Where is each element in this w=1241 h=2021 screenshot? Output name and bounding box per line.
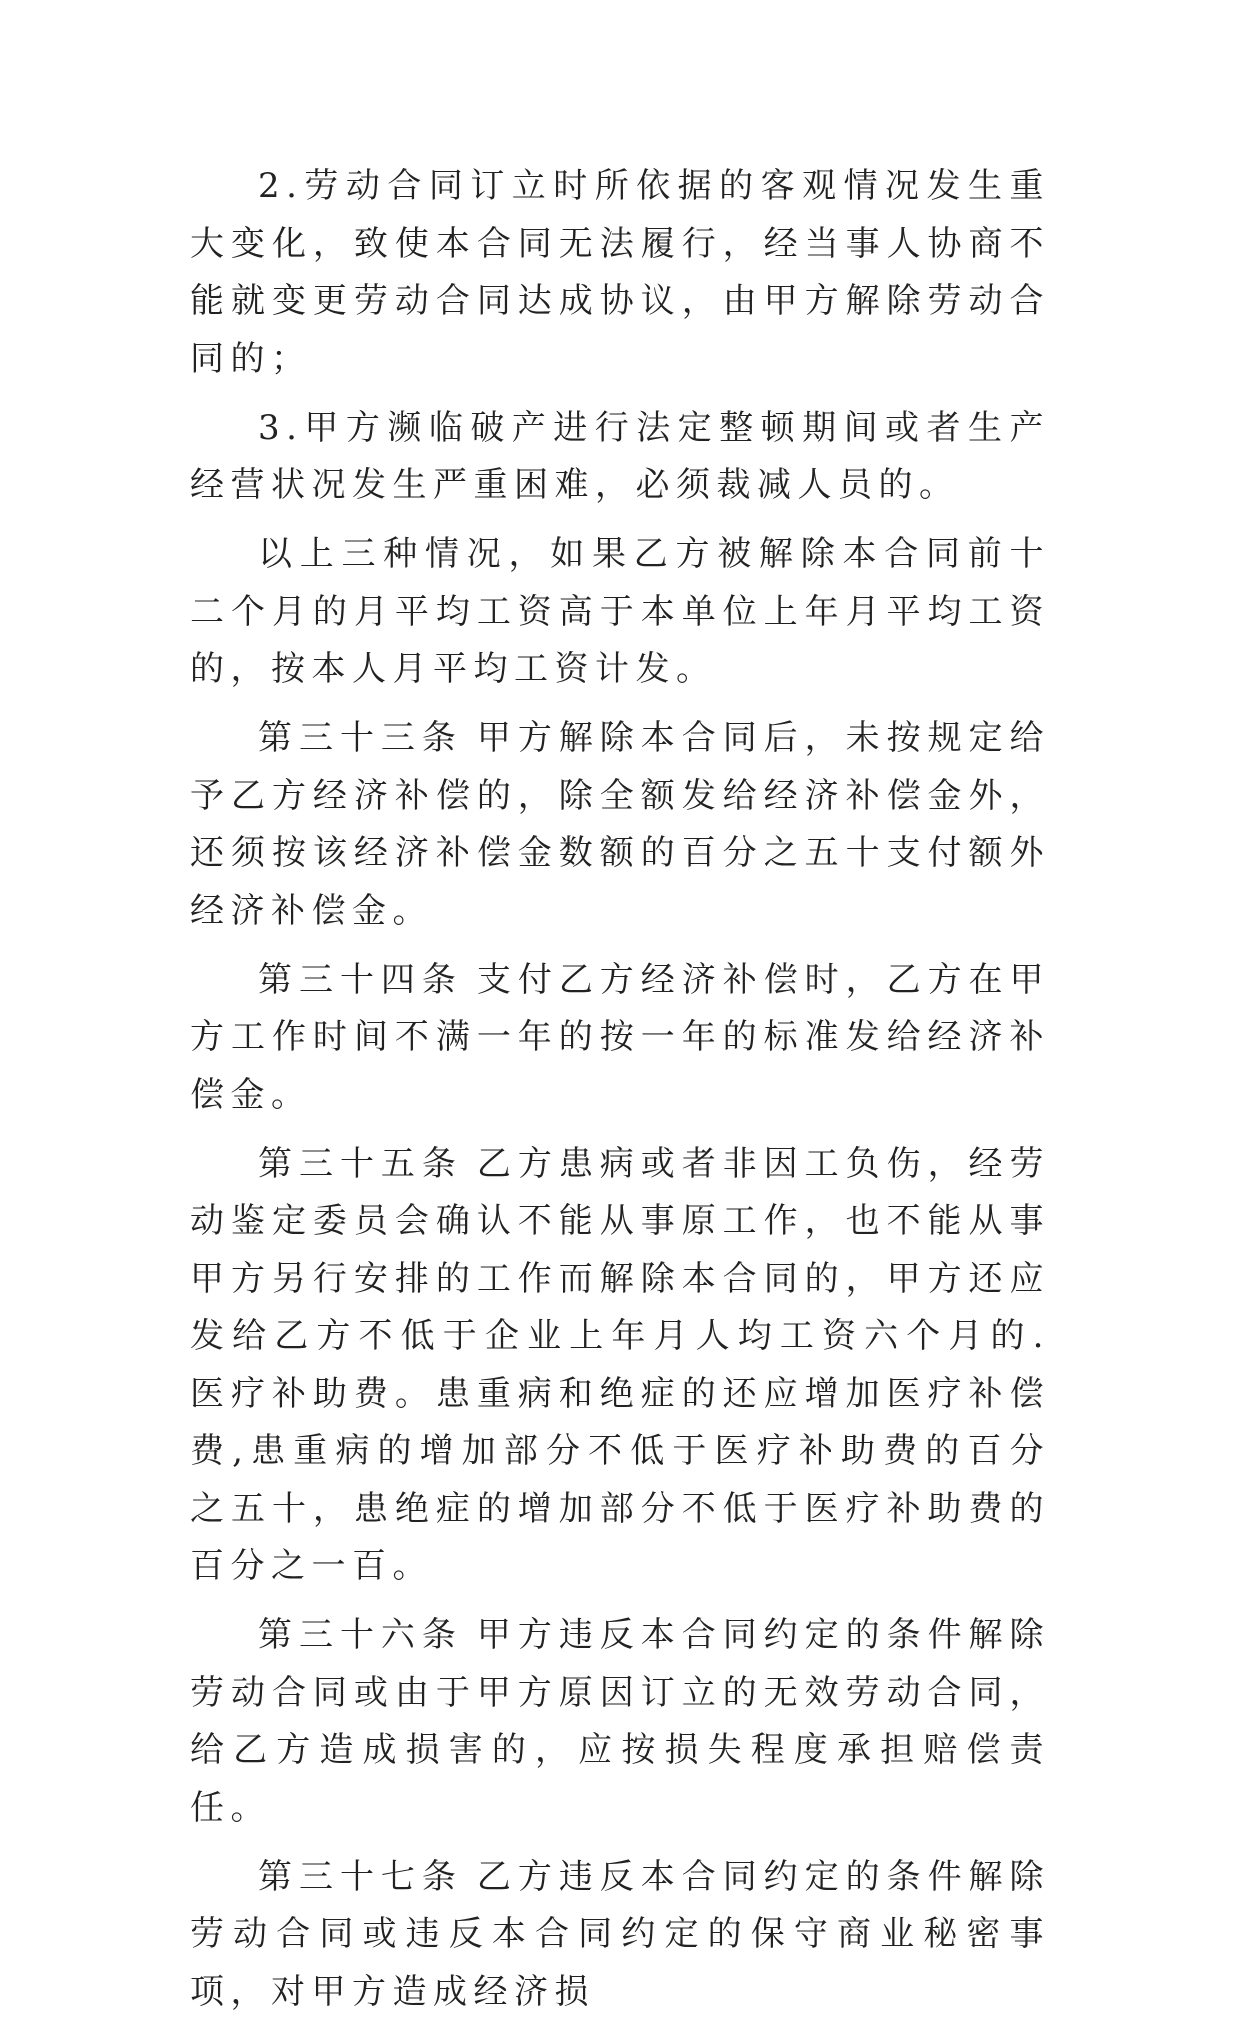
article-text: 乙方违反本合同约定的条件解除劳动合同或违反本合同约定的保守商业秘密事项，对甲方造成经济损 bbox=[190, 1857, 1050, 2012]
article-number: 第三十三条 bbox=[258, 718, 463, 758]
article-34 bbox=[190, 952, 1050, 1125]
article-35 bbox=[190, 1136, 1050, 1596]
article-text: 乙方患病或者非因工负伤，经劳动鉴定委员会确认不能从事原工作，也不能从事甲方另行安排的工作而解除本合同的，甲方还应发给乙方不低于企业上年月人均工资六个月的.医疗补助费。患重病和绝症的还应增加医疗补偿费,患重病的增加部分不低于医疗补助费的百分之五十，患绝症的增加部分不低于医疗补助费的百分之一百。 bbox=[190, 1144, 1050, 1587]
document-body bbox=[190, 158, 1050, 2021]
article-number: 第三十五条 bbox=[258, 1144, 463, 1184]
article-text: 支付乙方经济补偿时，乙方在甲方工作时间不满一年的按一年的标准发给经济补偿金。 bbox=[190, 960, 1050, 1115]
paragraph-text: 2.劳动合同订立时所依据的客观情况发生重大变化，致使本合同无法履行，经当事人协商不能就变更劳动合同达成协议，由甲方解除劳动合同的； bbox=[190, 166, 1050, 379]
article-number: 第三十六条 bbox=[258, 1615, 463, 1655]
article-33 bbox=[190, 710, 1050, 940]
article-37 bbox=[190, 1849, 1050, 2021]
paragraph-text: 以上三种情况，如果乙方被解除本合同前十二个月的月平均工资高于本单位上年月平均工资的，按本人月平均工资计发。 bbox=[190, 534, 1050, 689]
article-36 bbox=[190, 1607, 1050, 1837]
paragraph-item-3 bbox=[190, 400, 1050, 515]
article-text: 甲方违反本合同约定的条件解除劳动合同或由于甲方原因订立的无效劳动合同，给乙方造成损害的，应按损失程度承担赔偿责任。 bbox=[190, 1615, 1050, 1828]
paragraph-item-2 bbox=[190, 158, 1050, 388]
article-text: 甲方解除本合同后，未按规定给予乙方经济补偿的，除全额发给经济补偿金外，还须按该经济补偿金数额的百分之五十支付额外经济补偿金。 bbox=[190, 718, 1050, 931]
paragraph-text: 3.甲方濒临破产进行法定整顿期间或者生产经营状况发生严重困难，必须裁减人员的。 bbox=[190, 408, 1050, 506]
paragraph-summary bbox=[190, 526, 1050, 699]
article-number: 第三十七条 bbox=[258, 1857, 463, 1897]
article-number: 第三十四条 bbox=[258, 960, 463, 1000]
